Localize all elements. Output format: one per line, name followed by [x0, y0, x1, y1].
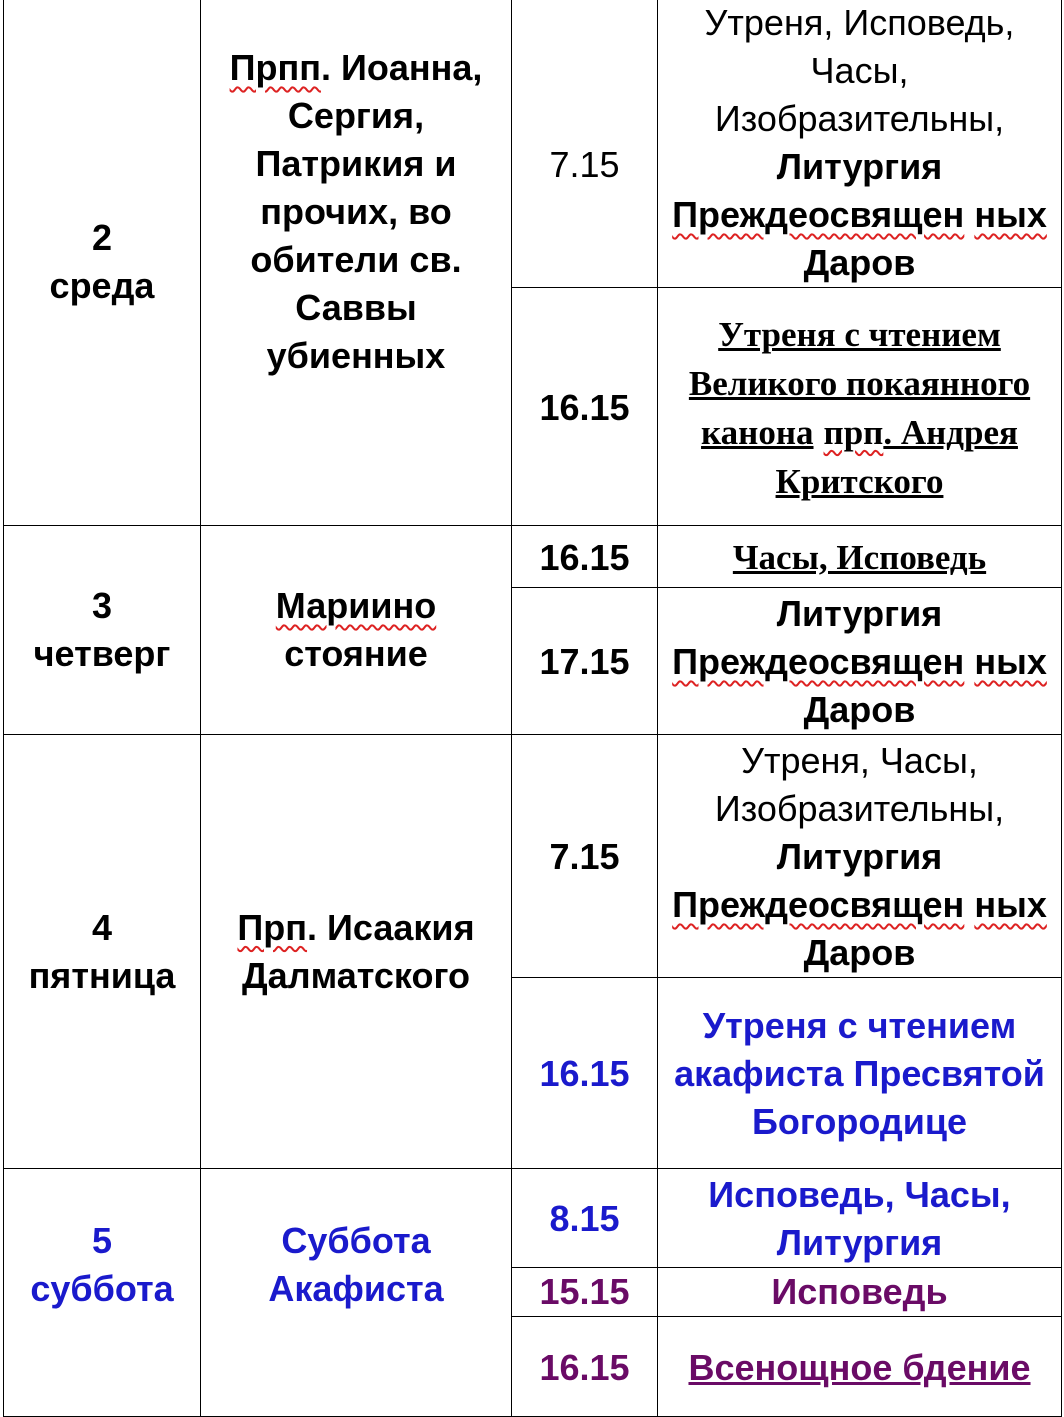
service-misspelled: ных [974, 194, 1047, 235]
feast-abbr: Прпп [229, 47, 321, 88]
service-tail: Даров [803, 932, 916, 973]
table-row [4, 1169, 1062, 1268]
service-tail: . Андрея Критского [775, 412, 1018, 501]
service-description [658, 288, 1062, 526]
schedule-table [3, 0, 1062, 1417]
day-cell [4, 0, 201, 526]
feast-text: стояние [284, 633, 428, 674]
service-misspelled: ных [974, 641, 1047, 682]
day-number: 4 [91, 906, 113, 948]
service-text: Утреня, Часы, Изобразительны, [714, 740, 1005, 829]
service-description [658, 588, 1062, 735]
service-misspelled: ных [974, 884, 1047, 925]
day-cell [4, 735, 201, 1169]
service-description [658, 526, 1062, 588]
service-description [658, 735, 1062, 978]
table-row [4, 0, 1062, 288]
weekday: пятница [28, 954, 176, 996]
service-time: 16.15 [512, 1317, 658, 1417]
service-description: Исповедь [658, 1268, 1062, 1317]
feast-cell: Суббота Акафиста [201, 1169, 512, 1417]
service-bold: Литургия [776, 836, 943, 877]
feast-cell [201, 526, 512, 735]
service-time: 17.15 [512, 588, 658, 735]
feast-text: . Исаакия Далматского [242, 906, 475, 996]
day-number: 3 [91, 585, 113, 626]
feast-text: Мариино [275, 585, 437, 626]
day-cell [4, 1169, 201, 1417]
feast-abbr: Прп [237, 906, 308, 948]
service-time: 8.15 [512, 1169, 658, 1268]
service-time: 15.15 [512, 1268, 658, 1317]
service-tail: Даров [803, 689, 916, 730]
service-time: 16.15 [512, 288, 658, 526]
day-number: 2 [91, 217, 113, 258]
service-description [658, 0, 1062, 288]
service-time: 7.15 [512, 0, 658, 288]
table-row [4, 735, 1062, 978]
service-time: 7.15 [512, 735, 658, 978]
service-description: Исповедь, Часы, Литургия [658, 1169, 1062, 1268]
feast-text: . Иоанна, Сергия, Патрикия и прочих, во обители св. Саввы убиенных [250, 47, 483, 376]
service-misspelled: Преждеосвящен [672, 884, 965, 925]
service-bold: Литургия [776, 146, 943, 187]
service-abbr: прп [823, 412, 884, 452]
service-time: 16.15 [512, 526, 658, 588]
service-text: Утреня с чтением Великого покаянного канона [688, 314, 1031, 452]
weekday: суббота [30, 1268, 174, 1309]
feast-cell [201, 0, 512, 526]
service-misspelled: Преждеосвящен [672, 194, 965, 235]
service-misspelled: Преждеосвящен [672, 641, 965, 682]
service-tail: Даров [803, 242, 916, 283]
table-row [4, 526, 1062, 588]
service-time: 16.15 [512, 978, 658, 1169]
weekday: среда [49, 265, 155, 306]
weekday: четверг [33, 633, 171, 674]
day-cell [4, 526, 201, 735]
service-bold: Литургия [776, 593, 943, 634]
feast-cell [201, 735, 512, 1169]
service-description: Утреня с чтением акафиста Пресвятой Богородице [658, 978, 1062, 1169]
service-description: Всенощное бдение [658, 1317, 1062, 1417]
service-text: Утреня, Исповедь, Часы, Изобразительны, [704, 2, 1015, 139]
day-number: 5 [91, 1220, 113, 1261]
service-text: Часы, Исповедь [732, 538, 987, 577]
